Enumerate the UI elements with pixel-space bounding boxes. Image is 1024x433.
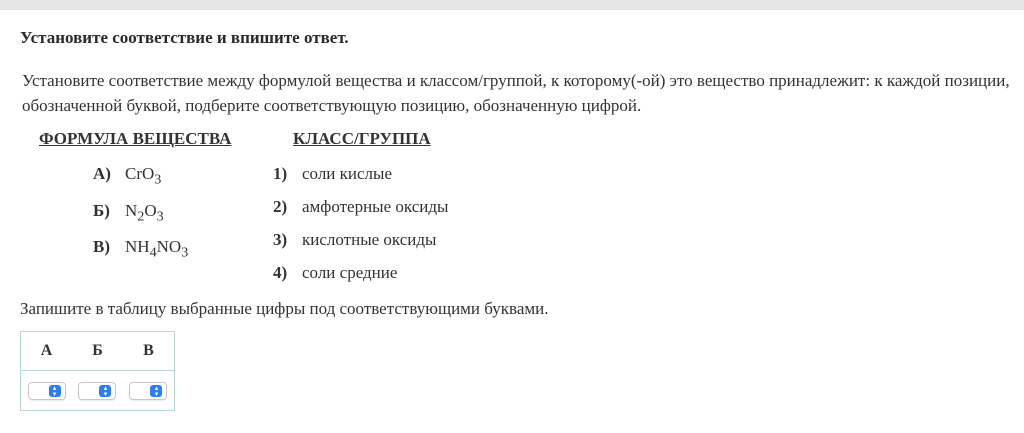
- answer-header-v: В: [123, 332, 175, 371]
- answer-instruction: Запишите в таблицу выбранные цифры под соответствующими буквами.: [20, 299, 549, 318]
- class-key: 1): [273, 164, 288, 183]
- updown-chevron-icon: ▴ ▾: [99, 385, 111, 397]
- right-column-title: КЛАСС/ГРУППА: [293, 129, 431, 148]
- updown-chevron-icon: ▴ ▾: [49, 385, 61, 397]
- formula-value: $NH_4NO_3$: [125, 237, 189, 261]
- class-key: 4): [273, 263, 288, 282]
- answer-select-v[interactable]: [129, 382, 167, 400]
- answer-select-a[interactable]: [28, 382, 66, 400]
- formula-item: [93, 237, 188, 261]
- class-item: [273, 230, 436, 250]
- answer-select-b[interactable]: [78, 382, 116, 400]
- formula-value: CrO$_3$: [125, 164, 162, 188]
- class-label: амфотерные оксиды: [302, 197, 449, 216]
- formula-key: Б): [93, 201, 110, 220]
- answer-cell: [72, 371, 123, 411]
- answer-cell: [123, 371, 175, 411]
- class-item: [273, 263, 397, 283]
- formula-key: А): [93, 164, 111, 183]
- class-item: [273, 164, 392, 184]
- class-label: кислотные оксиды: [302, 230, 437, 249]
- question-text: Установите соответствие между формулой вещества и классом/группой, к которому(-ой) это вещество принадлежит: к каждой позиции, обозначенной буквой, подберите соответствующую позицию, обозначенную цифрой.: [22, 71, 1010, 115]
- formula-value: $N_2O_3$: [125, 201, 164, 225]
- class-item: [273, 197, 448, 217]
- answer-header-a: А: [21, 332, 73, 371]
- class-label: соли средние: [302, 263, 398, 282]
- formula-item: [93, 164, 161, 188]
- task-heading: Установите соответствие и впишите ответ.: [20, 28, 349, 47]
- updown-chevron-icon: ▴ ▾: [150, 385, 162, 397]
- formula-key: В): [93, 237, 110, 256]
- class-key: 3): [273, 230, 288, 249]
- top-bar: [0, 0, 1024, 10]
- answer-header-b: Б: [72, 332, 123, 371]
- left-column-title: ФОРМУЛА ВЕЩЕСТВА: [39, 129, 232, 148]
- formula-item: [93, 201, 164, 225]
- class-label: соли кислые: [302, 164, 393, 183]
- class-key: 2): [273, 197, 288, 216]
- answer-cell: [21, 371, 73, 411]
- answer-table: [20, 331, 175, 411]
